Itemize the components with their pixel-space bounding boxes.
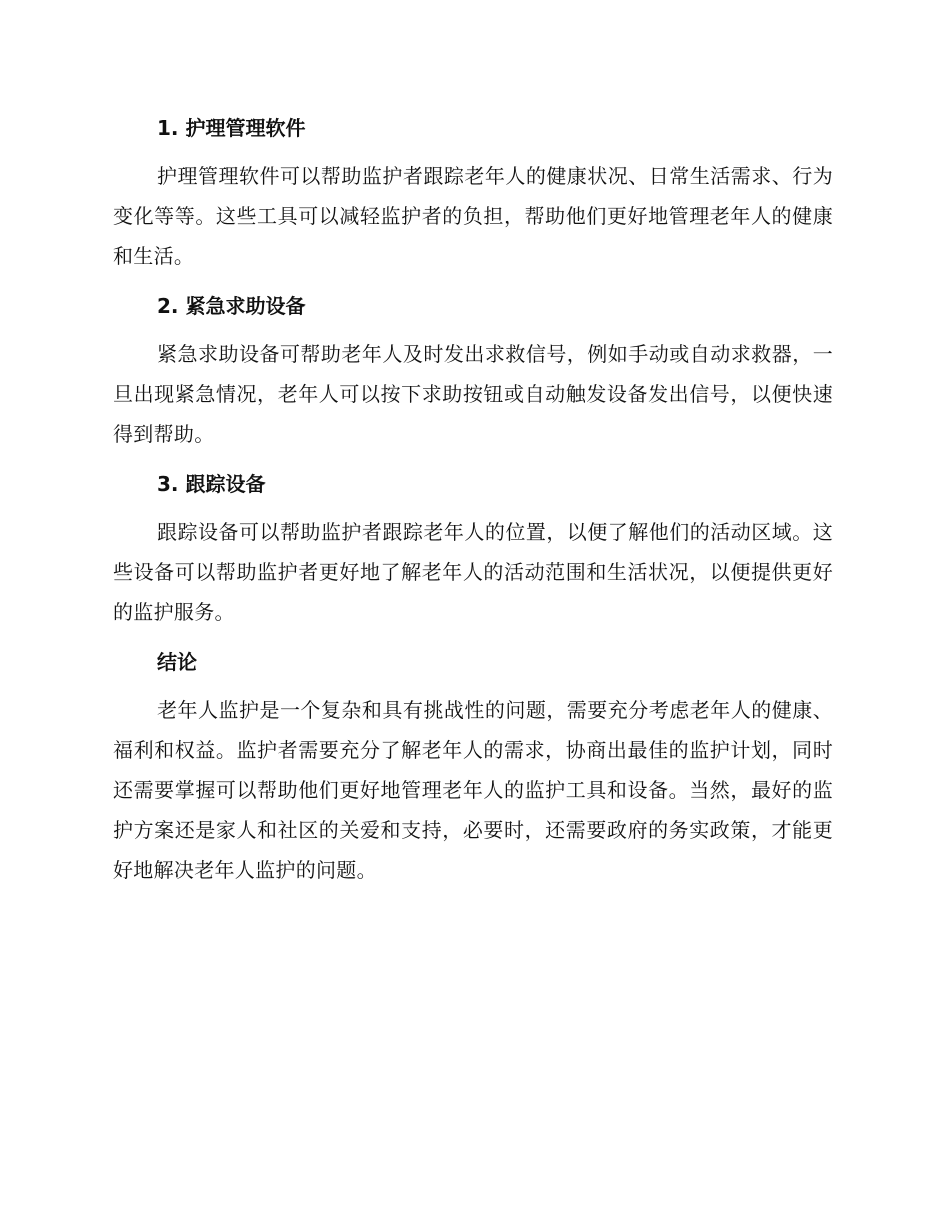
document-content <box>113 108 833 900</box>
section-body-tracking-device: 跟踪设备可以帮助监护者跟踪老年人的位置，以便了解他们的活动区域。这些设备可以帮助监护者更好地了解老年人的活动范围和生活状况，以便提供更好的监护服务。 <box>113 520 833 624</box>
section-heading-conclusion: 结论 <box>157 650 197 674</box>
section-heading-tracking-device: 3. 跟踪设备 <box>157 472 266 496</box>
section-heading-nursing-software: 1. 护理管理软件 <box>157 116 306 140</box>
section-body-conclusion: 老年人监护是一个复杂和具有挑战性的问题，需要充分考虑老年人的健康、福利和权益。监护者需要充分了解老年人的需求，协商出最佳的监护计划，同时还需要掌握可以帮助他们更好地管理老年人的监护工具和设备。当然，最好的监护方案还是家人和社区的关爱和支持，必要时，还需要政府的务实政策，才能更好地解决老年人监护的问题。 <box>113 698 833 882</box>
section-body-nursing-software: 护理管理软件可以帮助监护者跟踪老年人的健康状况、日常生活需求、行为变化等等。这些工具可以减轻监护者的负担，帮助他们更好地管理老年人的健康和生活。 <box>113 164 833 268</box>
section-body-emergency-device: 紧急求助设备可帮助老年人及时发出求救信号，例如手动或自动求救器，一旦出现紧急情况，老年人可以按下求助按钮或自动触发设备发出信号，以便快速得到帮助。 <box>113 342 833 446</box>
section-heading-emergency-device: 2. 紧急求助设备 <box>157 294 306 318</box>
